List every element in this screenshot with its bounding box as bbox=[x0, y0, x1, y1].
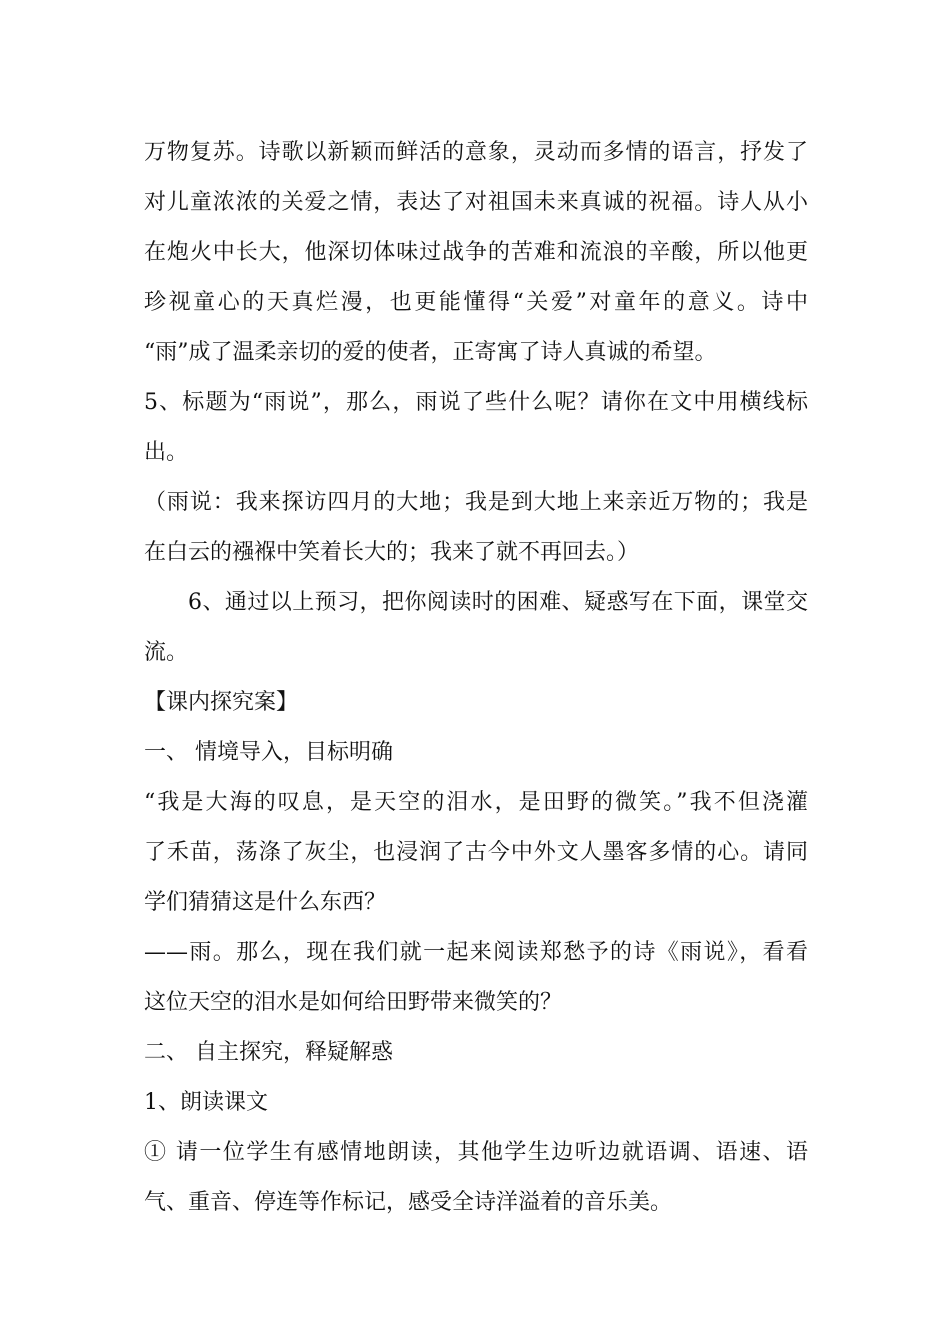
answer-line: （雨说：我来探访四月的大地；我是到大地上来亲近万物的；我是 bbox=[144, 490, 808, 515]
paragraph-line: 这位天空的泪水是如何给田野带来微笑的？ bbox=[144, 990, 563, 1015]
paragraph-line: “我是大海的叹息，是天空的泪水，是田野的微笑。”我不但浇灌 bbox=[144, 790, 808, 815]
question-6-line: 6、通过以上预习，把你阅读时的困难、疑惑写在下面，课堂交 bbox=[188, 590, 808, 615]
paragraph-line: 气、重音、停连等作标记，感受全诗洋溢着的音乐美。 bbox=[144, 1190, 673, 1215]
paragraph-line: ——雨。那么，现在我们就一起来阅读郑愁予的诗《雨说》，看看 bbox=[144, 940, 808, 965]
paragraph-line: 对儿童浓浓的关爱之情，表达了对祖国未来真诚的祝福。诗人从小 bbox=[144, 190, 808, 215]
question-5-line: 出。 bbox=[144, 440, 189, 465]
paragraph-line: 珍视童心的天真烂漫，也更能懂得“关爱”对童年的意义。诗中 bbox=[144, 290, 808, 315]
subsection-heading: 二、 自主探究，释疑解惑 bbox=[144, 1040, 393, 1065]
paragraph-line: 在炮火中长大，他深切体味过战争的苦难和流浪的辛酸，所以他更 bbox=[144, 240, 808, 265]
question-6-line: 流。 bbox=[144, 640, 189, 665]
subsection-heading: 一、 情境导入，目标明确 bbox=[144, 740, 393, 765]
paragraph-line: ① 请一位学生有感情地朗读，其他学生边听边就语调、语速、语 bbox=[144, 1140, 808, 1165]
paragraph-line: 学们猜猜这是什么东西？ bbox=[144, 890, 387, 915]
paragraph-line: “雨”成了温柔亲切的爱的使者，正寄寓了诗人真诚的希望。 bbox=[144, 340, 717, 365]
paragraph-line: 万物复苏。诗歌以新颖而鲜活的意象，灵动而多情的语言，抒发了 bbox=[144, 140, 808, 165]
section-heading: 【课内探究案】 bbox=[144, 690, 299, 715]
document-body bbox=[144, 128, 808, 1228]
answer-line: 在白云的襁褓中笑着长大的；我来了就不再回去。） bbox=[144, 540, 640, 565]
question-5-line: 5、标题为“雨说”，那么，雨说了些什么呢？请你在文中用横线标 bbox=[144, 390, 808, 415]
list-item-heading: 1、朗读课文 bbox=[144, 1090, 268, 1115]
paragraph-line: 了禾苗，荡涤了灰尘，也浸润了古今中外文人墨客多情的心。请同 bbox=[144, 840, 808, 865]
